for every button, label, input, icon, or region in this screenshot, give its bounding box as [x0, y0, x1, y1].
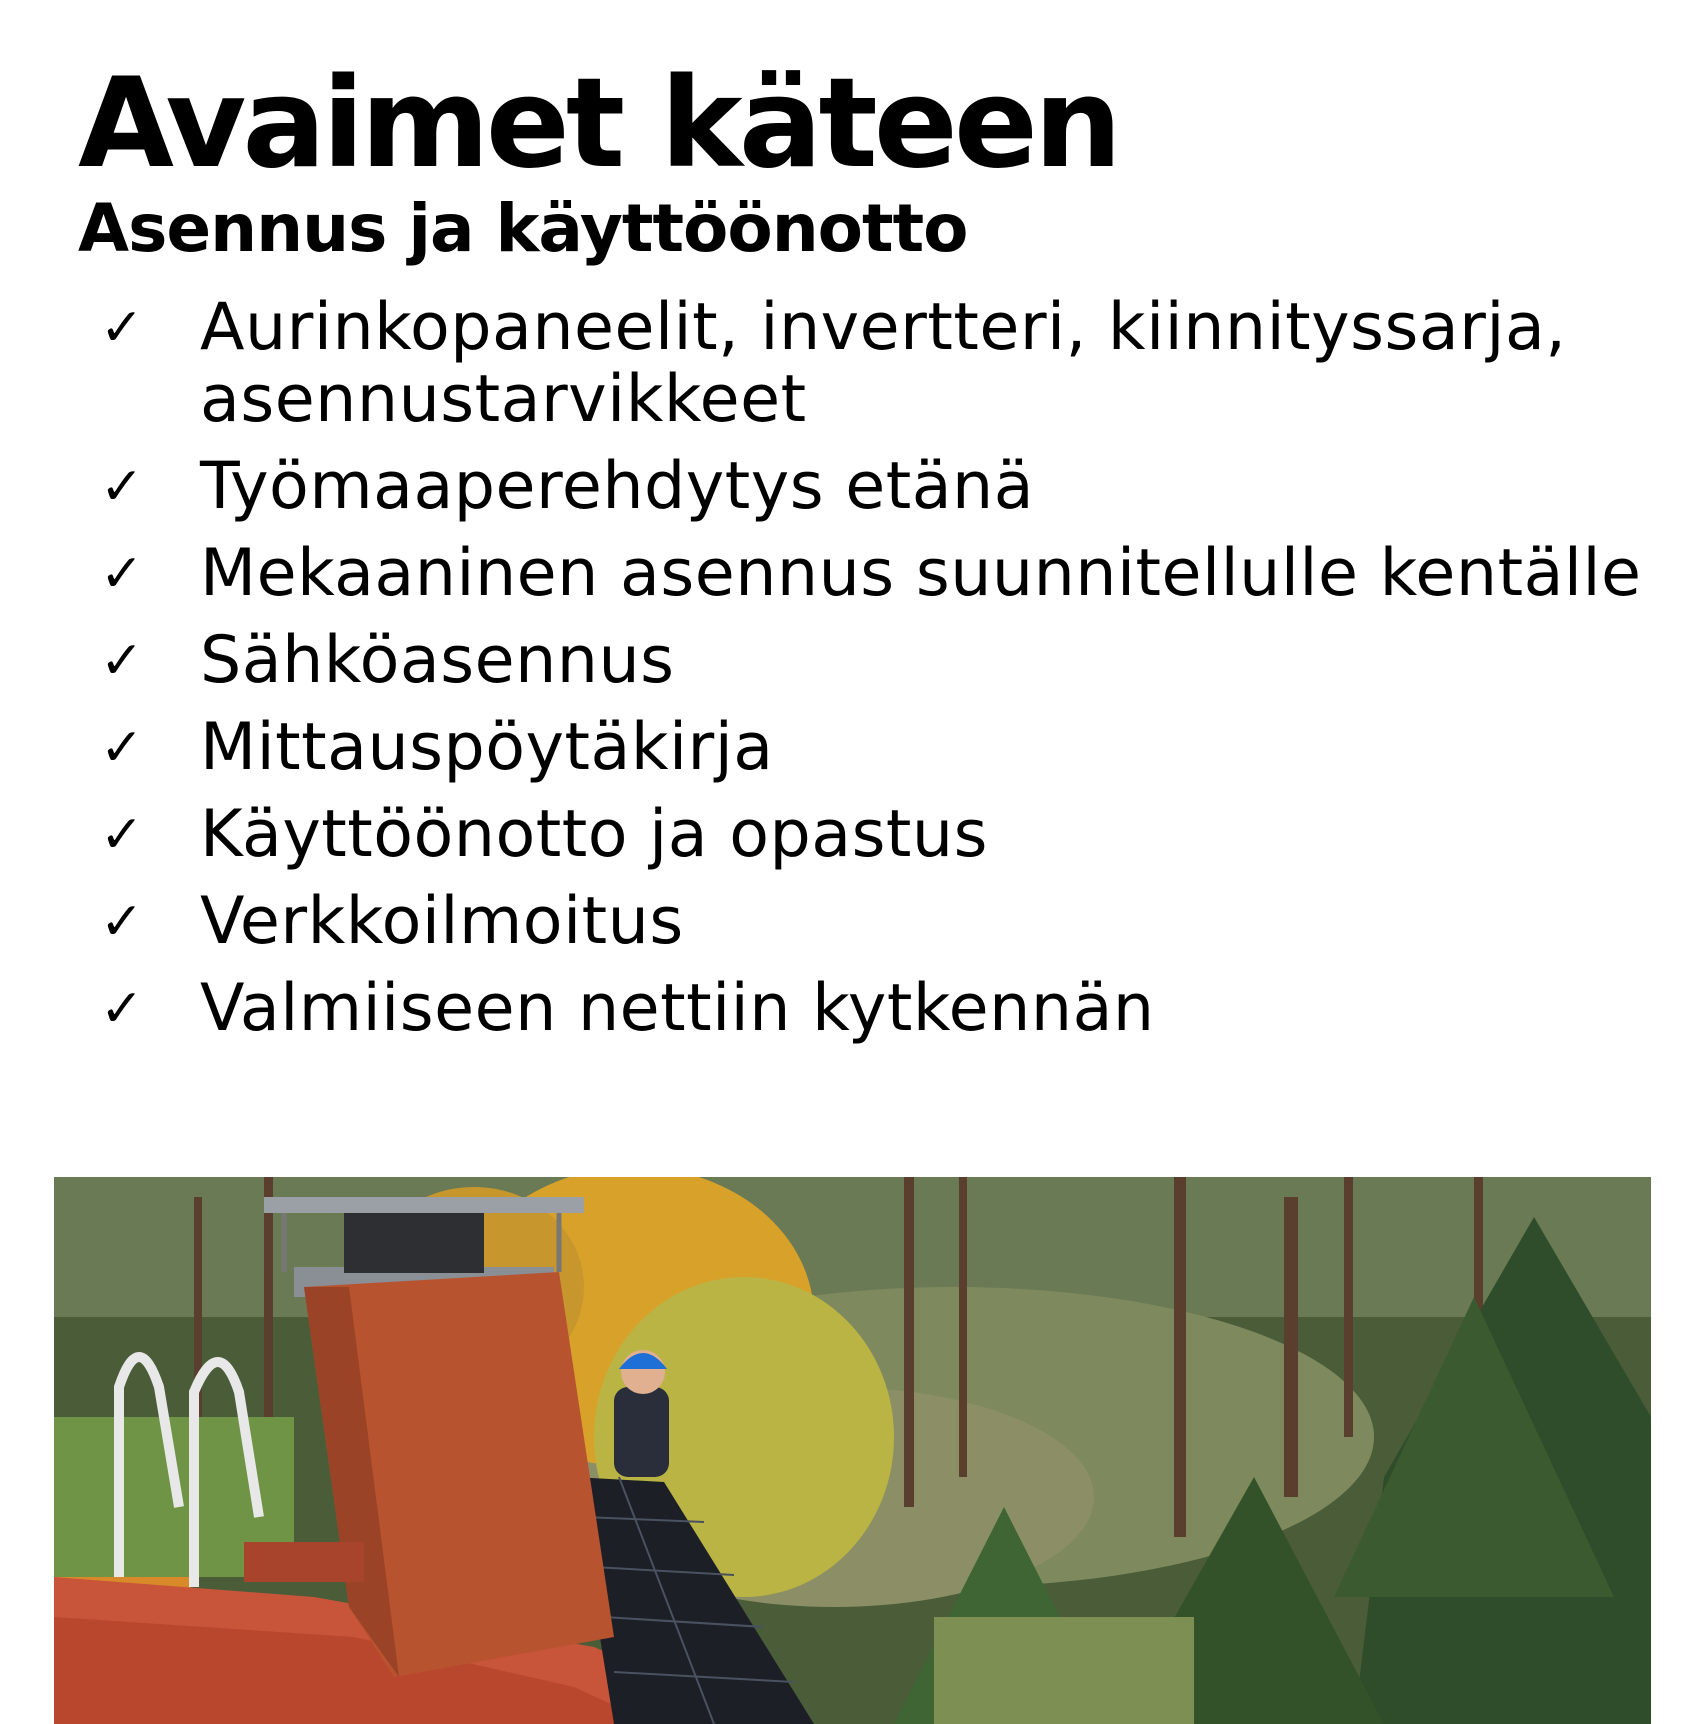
checkmark-icon: ✓	[100, 298, 145, 358]
page-title: Avaimet käteen	[78, 52, 1119, 196]
rooftop-solar-installation-photo	[54, 1177, 1651, 1724]
checkmark-icon: ✓	[100, 457, 145, 517]
checklist-item	[100, 625, 1660, 697]
checkmark-icon: ✓	[100, 979, 145, 1039]
checklist-item	[100, 799, 1660, 871]
checklist-item-label: Mittauspöytäkirja	[200, 710, 774, 785]
checklist	[100, 292, 1660, 1060]
checklist-item-label: Aurinkopaneelit, invertteri, kiinnityssarja, asennustarvikkeet	[200, 290, 1567, 437]
checklist-item-label: Verkkoilmoitus	[200, 884, 684, 959]
checkmark-icon: ✓	[100, 718, 145, 778]
checkmark-icon: ✓	[100, 631, 145, 691]
checklist-item-label: Valmiiseen nettiin kytkennän	[200, 971, 1155, 1046]
checklist-item-label: Työmaaperehdytys etänä	[200, 449, 1035, 524]
checklist-item-label: Mekaaninen asennus suunnitellulle kentälle	[200, 536, 1642, 611]
checklist-item	[100, 292, 1660, 436]
checklist-item-label: Käyttöönotto ja opastus	[200, 797, 988, 872]
checklist-item	[100, 886, 1660, 958]
checklist-item	[100, 538, 1660, 610]
checkmark-icon: ✓	[100, 544, 145, 604]
checklist-item	[100, 712, 1660, 784]
checklist-item	[100, 451, 1660, 523]
page-subtitle: Asennus ja käyttöönotto	[78, 190, 968, 267]
checkmark-icon: ✓	[100, 892, 145, 952]
checklist-item-label: Sähköasennus	[200, 623, 675, 698]
checkmark-icon: ✓	[100, 805, 145, 865]
checklist-item	[100, 973, 1660, 1045]
